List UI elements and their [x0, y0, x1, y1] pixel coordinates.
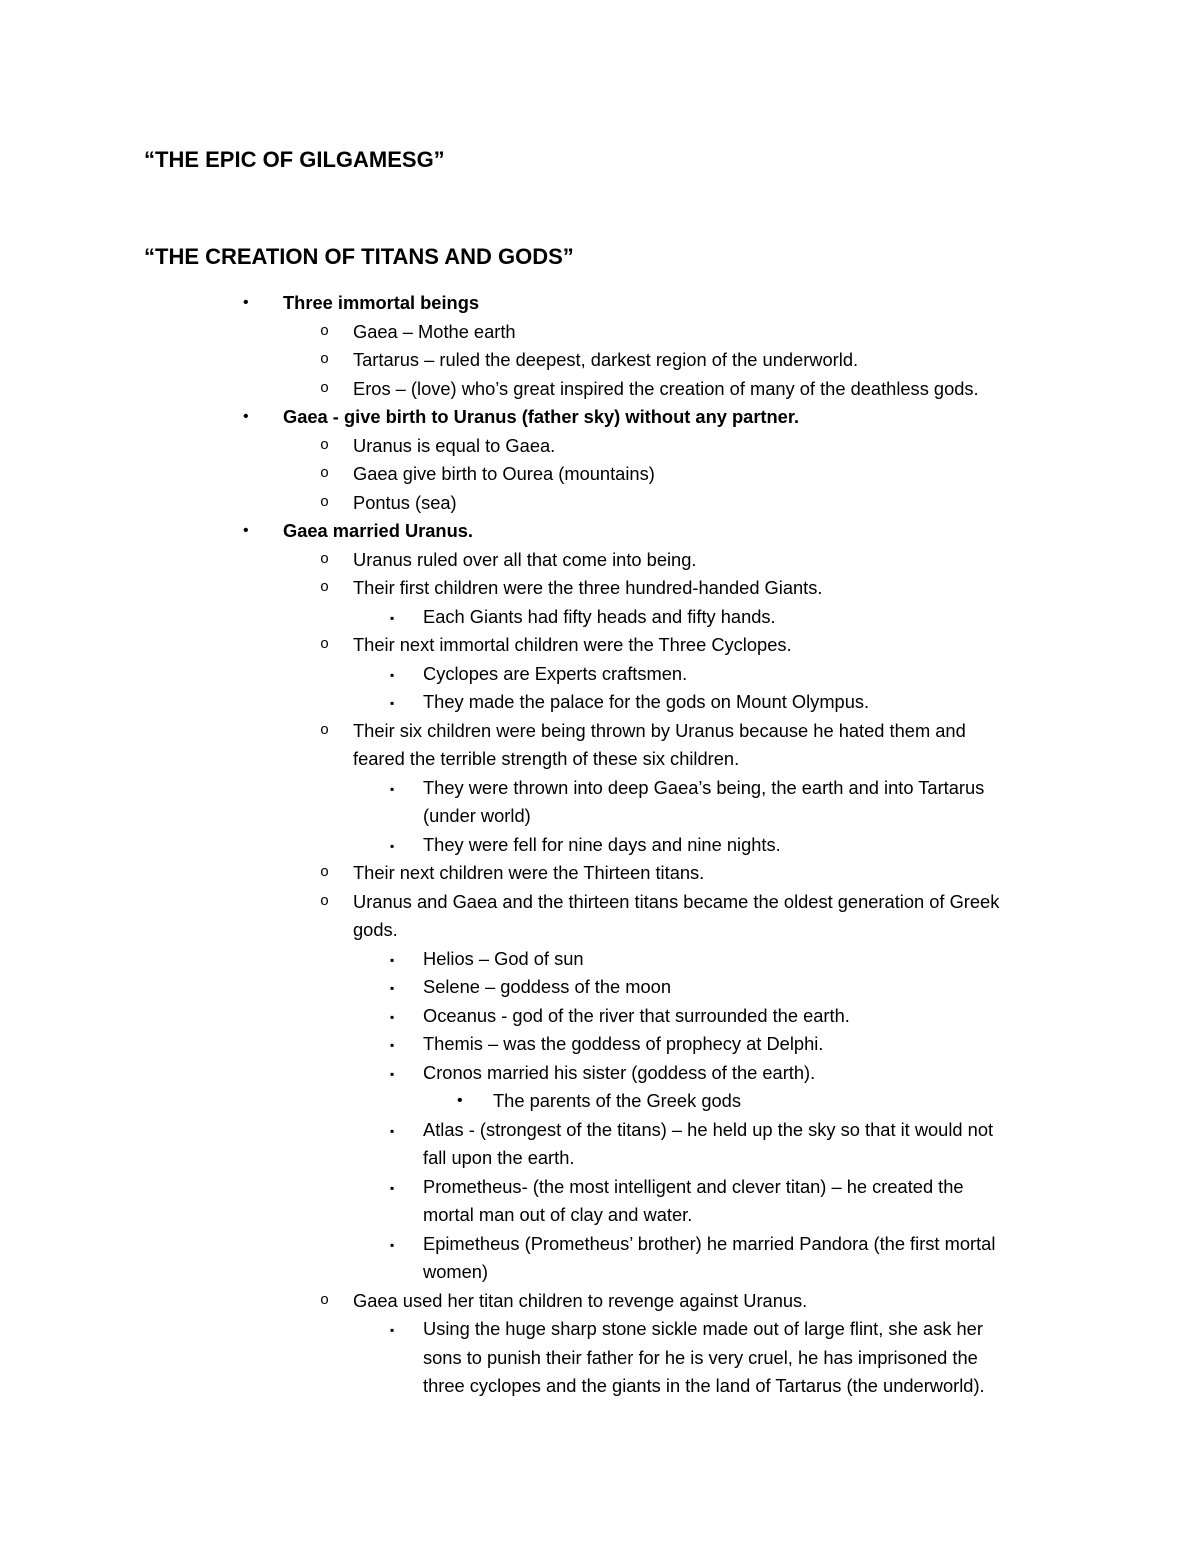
square-bullet-icon: ▪ — [390, 781, 395, 796]
list-item-continuation — [0, 1144, 1200, 1173]
circle-bullet-icon: o — [320, 322, 330, 340]
list-item-text: Gaea married Uranus. — [283, 520, 474, 541]
list-item-text: Tartarus – ruled the deepest, darkest region of the underworld. — [353, 349, 859, 370]
list-item-text: three cyclopes and the giants in the land of Tartarus (the underworld). — [423, 1375, 985, 1396]
list-item-continuation — [0, 1372, 1200, 1401]
list-item-text: Using the huge sharp stone sickle made out of large flint, she ask her — [423, 1318, 983, 1339]
document-title: “THE EPIC OF GILGAMESG” — [144, 147, 445, 172]
list-item-text: Oceanus - god of the river that surrounded the earth. — [423, 1004, 850, 1026]
list-item-text: They made the palace for the gods on Mount Olympus. — [423, 691, 870, 712]
list-item — [0, 489, 1200, 518]
circle-bullet-icon: o — [320, 1291, 330, 1309]
circle-bullet-icon: o — [320, 436, 330, 454]
circle-bullet-icon: o — [320, 864, 330, 881]
list-item-text: (under world) — [423, 805, 531, 826]
list-item-text: The parents of the Greek gods — [493, 1090, 741, 1111]
list-item — [0, 859, 1200, 888]
list-item-text: Their next children were the Thirteen titans. — [353, 862, 705, 883]
list-item — [0, 945, 1200, 974]
bullet-icon: • — [243, 408, 249, 425]
square-bullet-icon: ▪ — [390, 610, 395, 625]
square-bullet-icon: ▪ — [390, 696, 395, 710]
list-item — [0, 717, 1200, 746]
circle-bullet-icon: o — [320, 493, 330, 511]
list-item-text: Eros – (love) who’s great inspired the creation of many of the deathless gods. — [353, 377, 979, 399]
square-bullet-icon: ▪ — [390, 981, 395, 995]
list-item-text: Prometheus- (the most intelligent and clever titan) – he created the — [423, 1175, 964, 1197]
list-item-continuation — [0, 916, 1200, 945]
square-bullet-icon: ▪ — [390, 667, 395, 682]
square-bullet-icon: ▪ — [390, 1066, 395, 1081]
list-item — [0, 460, 1200, 489]
square-bullet-icon: ▪ — [390, 1323, 395, 1337]
list-item — [0, 1116, 1200, 1145]
list-item — [0, 289, 1200, 318]
list-item — [0, 1087, 1200, 1116]
circle-bullet-icon: o — [320, 550, 330, 568]
list-item-text: Gaea give birth to Ourea (mountains) — [353, 463, 655, 484]
list-item-continuation — [0, 1258, 1200, 1287]
circle-bullet-icon: o — [320, 636, 330, 653]
list-item — [0, 774, 1200, 803]
list-item-text: women) — [423, 1261, 489, 1282]
list-item-text: sons to punish their father for he is very cruel, he has imprisoned the — [423, 1346, 978, 1368]
list-item-text: Gaea used her titan children to revenge against Uranus. — [353, 1289, 808, 1311]
list-item-text: Epimetheus (Prometheus’ brother) he married Pandora (the first mortal — [423, 1232, 996, 1254]
circle-bullet-icon: o — [320, 465, 330, 482]
list-item-text: Atlas - (strongest of the titans) – he held up the sky so that it would not — [423, 1118, 994, 1140]
square-bullet-icon: ▪ — [390, 1123, 395, 1138]
bullet-icon: • — [243, 294, 249, 311]
list-item — [0, 1230, 1200, 1259]
list-item-text: They were thrown into deep Gaea’s being, the earth and into Tartarus — [423, 776, 985, 798]
list-item-text: They were fell for nine days and nine nights. — [423, 833, 781, 855]
list-item-text: Uranus is equal to Gaea. — [353, 434, 556, 456]
list-item — [0, 432, 1200, 461]
list-item-text: Uranus and Gaea and the thirteen titans became the oldest generation of Greek — [353, 890, 1000, 912]
list-item-text: Each Giants had fifty heads and fifty hands. — [423, 605, 776, 627]
list-item — [0, 688, 1200, 717]
list-item-continuation — [0, 1201, 1200, 1230]
list-item-continuation — [0, 802, 1200, 831]
list-item-text: Three immortal beings — [283, 292, 480, 313]
list-item-text: Their first children were the three hundred-handed Giants. — [353, 577, 823, 598]
list-item — [0, 546, 1200, 575]
list-item — [0, 660, 1200, 689]
square-bullet-icon: ▪ — [390, 1009, 395, 1024]
circle-bullet-icon: o — [320, 351, 330, 368]
circle-bullet-icon: o — [320, 379, 330, 397]
list-item — [0, 1287, 1200, 1316]
square-bullet-icon: ▪ — [390, 1038, 395, 1052]
list-item — [0, 318, 1200, 347]
list-item — [0, 403, 1200, 432]
list-item — [0, 517, 1200, 546]
list-item — [0, 888, 1200, 917]
square-bullet-icon: ▪ — [390, 838, 395, 853]
list-item-text: gods. — [353, 919, 398, 940]
list-item — [0, 1002, 1200, 1031]
circle-bullet-icon: o — [320, 892, 330, 910]
list-item — [0, 574, 1200, 603]
list-item — [0, 375, 1200, 404]
list-item-text: Cyclopes are Experts craftsmen. — [423, 662, 688, 684]
list-item-text: Cronos married his sister (goddess of the earth). — [423, 1061, 816, 1083]
list-item — [0, 1315, 1200, 1344]
square-bullet-icon: ▪ — [390, 952, 395, 967]
list-item-text: Uranus ruled over all that come into being. — [353, 548, 697, 570]
bullet-icon: • — [457, 1092, 463, 1109]
list-item-text: feared the terrible strength of these six children. — [353, 748, 740, 769]
list-item — [0, 973, 1200, 1002]
list-item-text: Helios – God of sun — [423, 947, 584, 969]
list-item — [0, 603, 1200, 632]
list-item — [0, 346, 1200, 375]
list-item-text: fall upon the earth. — [423, 1147, 575, 1168]
list-item-text: Gaea – Mothe earth — [353, 320, 516, 342]
list-item — [0, 1030, 1200, 1059]
square-bullet-icon: ▪ — [390, 1180, 395, 1195]
section-heading: “THE CREATION OF TITANS AND GODS” — [144, 244, 574, 269]
circle-bullet-icon: o — [320, 579, 330, 596]
circle-bullet-icon: o — [320, 721, 330, 739]
list-item — [0, 631, 1200, 660]
list-item-continuation — [0, 745, 1200, 774]
list-item — [0, 1059, 1200, 1088]
list-item — [0, 1173, 1200, 1202]
list-item-text: mortal man out of clay and water. — [423, 1204, 693, 1225]
square-bullet-icon: ▪ — [390, 1237, 395, 1252]
list-item-continuation — [0, 1344, 1200, 1373]
bullet-icon: • — [243, 522, 249, 539]
list-item-text: Pontus (sea) — [353, 491, 457, 513]
list-item-text: Their next immortal children were the Three Cyclopes. — [353, 634, 792, 655]
list-item-text: Themis – was the goddess of prophecy at Delphi. — [423, 1033, 824, 1054]
outline-list — [0, 289, 1200, 1401]
list-item-text: Selene – goddess of the moon — [423, 976, 671, 997]
list-item-text: Their six children were being thrown by Uranus because he hated them and — [353, 719, 966, 741]
list-item-text: Gaea - give birth to Uranus (father sky) without any partner. — [283, 406, 800, 427]
list-item — [0, 831, 1200, 860]
